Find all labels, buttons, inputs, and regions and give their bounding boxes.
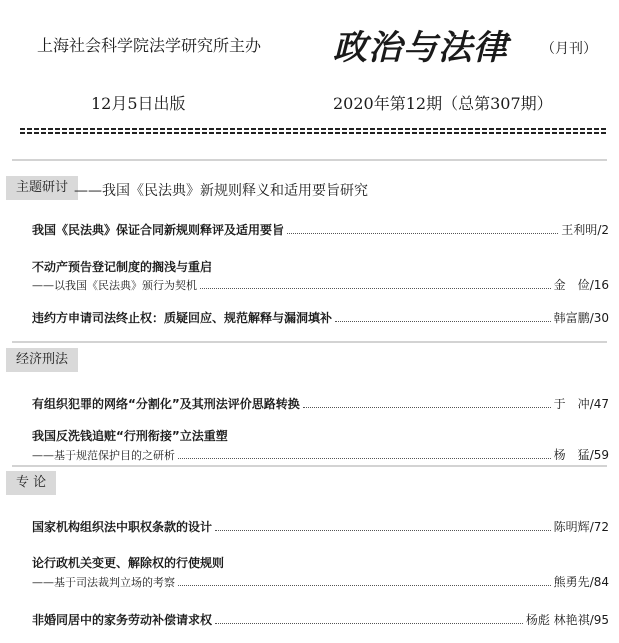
leader-dots [215,615,523,624]
toc-entry[interactable] [32,573,609,590]
article-page: /72 [589,520,609,534]
article-title: 我国《民法典》保证合同新规则释评及适用要旨 [32,223,285,237]
leader-dots [178,577,551,586]
section-label: 经济刑法 [6,348,78,372]
article-page: /16 [589,278,609,292]
article-author: 金 俭 [553,278,590,292]
frequency-label: （月刊） [541,41,597,57]
article-title: 国家机构组织法中职权条款的设计 [32,520,213,534]
leader-dots [303,399,551,408]
leader-dots [335,313,551,322]
article-author: 陈明辉 [553,520,590,534]
publisher-line: 上海社会科学院法学研究所主办 [37,36,262,55]
article-title: 有组织犯罪的网络“分割化”及其刑法评价思路转换 [32,397,300,411]
article-page: /59 [589,448,609,462]
leader-dots [200,280,551,289]
decorative-rule [20,128,607,134]
article-title[interactable]: 论行政机关变更、解除权的行使规则 [32,556,225,570]
toc-entry[interactable] [32,309,609,326]
divider [12,465,607,467]
section-label: 专 论 [6,471,56,495]
article-page: /47 [589,397,609,411]
article-author: 熊勇先 [553,575,590,589]
section-theme: ——我国《民法典》新规则释义和适用要旨研究 [74,183,368,199]
article-title: 违约方申请司法终止权：质疑回应、规范解释与漏洞填补 [32,311,333,325]
leader-dots [287,225,558,234]
article-author: 韩富鹏 [553,311,590,325]
toc-entry[interactable] [32,518,609,535]
article-author: 王利明 [561,223,598,237]
toc-entry[interactable] [32,395,609,412]
article-page: /84 [589,575,609,589]
publication-date: 12月5日出版 [91,94,186,113]
toc-entry[interactable] [32,446,609,463]
article-page: /95 [589,613,609,627]
issue-number: 2020年第12期（总第307期） [333,94,553,113]
toc-entry[interactable] [32,611,609,628]
journal-masthead: 政治与法律 [333,28,508,68]
article-title: 非婚同居中的家务劳动补偿请求权 [32,613,213,627]
toc-entry[interactable] [32,221,609,238]
article-subtitle: ——基于司法裁判立场的考察 [32,576,175,589]
toc-entry[interactable] [32,276,609,293]
article-subtitle: ——基于规范保护目的之研析 [32,449,175,462]
divider [12,341,607,343]
article-author: 杨彪 林艳祺 [525,613,590,627]
article-title[interactable]: 不动产预告登记制度的搁浅与重启 [32,260,213,274]
article-subtitle: ——以我国《民法典》颁行为契机 [32,279,197,292]
article-page: /2 [597,223,609,237]
leader-dots [215,522,551,531]
article-author: 杨 猛 [553,448,590,462]
article-author: 于 冲 [553,397,590,411]
divider [12,159,607,161]
article-title[interactable]: 我国反洗钱追赃“行刑衔接”立法重塑 [32,429,228,443]
leader-dots [178,450,551,459]
section-label: 主题研讨 [6,176,78,200]
article-page: /30 [589,311,609,325]
